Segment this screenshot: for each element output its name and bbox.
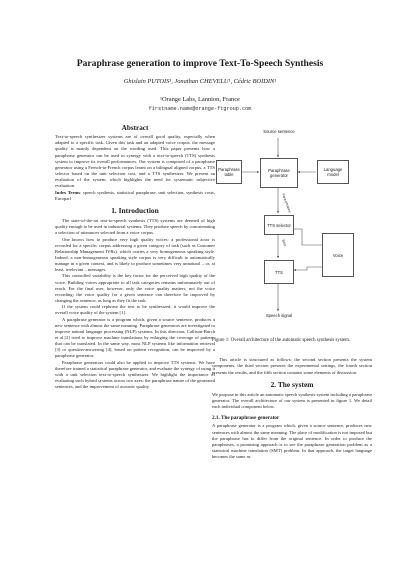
figure-caption: Figure 1: Overall architecture of the automatic speech synthesis system. — [212, 338, 351, 343]
structure-paragraph: This article is structured as follows: the second section presents the system components, the third section presents the experimental settings, the fourth section presents the results, and the fifth section contains some elements of discussion. — [212, 357, 372, 375]
left-column — [55, 125, 215, 390]
subsection21-paragraph: A paraphrase generator is a program which, given a source sentence, produces new sentences with almost the same meaning. The place of modification is not imposed but the paraphrase has to differ from the original sentence. In order to produce the paraphrases, a promising approach is to see the paraphrase generation problem as a statistical machine translation (SMT) problem. In that approach, the target language becomes the same as — [212, 423, 372, 460]
paraphrase-table-box: Paraphrase table — [216, 160, 242, 184]
right-column — [212, 338, 372, 460]
abstract-heading: Abstract — [121, 124, 149, 132]
paper-title: Paraphrase generation to improve Text-To-Speech Synthesis — [76, 58, 324, 69]
language-model-box: Language model — [317, 160, 349, 184]
intro-paragraph: The state-of-the-art text-to-speech synthesis (TTS) systems are deemed of high quality enough to be used in industrial systems. They produce speech by concatenating a selection of utterances selected from a voice corpus. — [55, 218, 215, 236]
tts-box: TTS — [264, 260, 294, 284]
arrow-voice-to-tts — [294, 267, 322, 270]
paraphrase-generator-box: Paraphrase generator — [260, 158, 298, 188]
speech-signal-label: Speech signal — [265, 313, 293, 318]
paper-email: firstname.name@orange-ftgroup.com — [148, 106, 252, 112]
section2-paragraph: We propose in this article an automatic speech synthesis system including a paraphrase generator. The overall architecture of our system is presented in figure 1. We detail each individual component below. — [212, 391, 372, 410]
edge-label-best: Best — [281, 239, 288, 247]
arrow-voice-to-selector — [292, 229, 322, 245]
figure-architecture — [212, 125, 362, 325]
intro-paragraph: If the system could rephrase the text to be synthesized, it would improve the overall voice quality of the system [1]. — [55, 304, 215, 316]
intro-paragraph: One knows how to produce very high quality voices: a professional actor is recorded for a specific corpus addressing a given category of task (such as Customer Relationship Management IVRs), which carries a very homogeneous speaking style. Indeed, a non-homogeneous speaking style corpus is very difficult to automatically manage in a given context, and is likely to produce sometimes very unnatural – or, at least, irrelevant – messages. — [55, 236, 215, 273]
subsection21-heading: 2.1. The paraphrase generator — [212, 415, 280, 422]
abstract-text: Text-to-speech synthesizer systems are of overall good quality, especially when adapted to a specific task. Given this task and an adapted voice corpus, the message quality is mainly dependent on the wording used. This paper presents how a paraphrase generator can be used in synergy with a text-to-speech (TTS) synthesis system to improve its overall performances. Our system is composed of a paraphrase generator using a French-to-French corpus learnt on a bilingual aligned corpus, a TTS selector based on the unit selection cost, and a TTS synthesizer. We present an evaluation of the system, which highlights the need for systematic subjective evaluation. — [55, 134, 215, 189]
paper-affiliation: ¹Orange Labs, Lannion, France — [160, 96, 240, 103]
index-terms-label: Index Terms — [55, 189, 81, 195]
source-sentence-label: Source sentence — [263, 129, 295, 134]
intro-paragraph: A paraphrase generator is a program which, given a source sentence, produces a new sentence with almost the same meaning. Paraphrase generators are investigated to improve natural language processing (NLP) systems. In this direction, Callison-Burch et al.[2] tried to improve machine translations by enlarging the coverage of patterns that can be translated. In the same way, most NLP systems like information retrieval [3] or question-answering [4], based on pattern recognition, can be improved by a paraphrase generator. — [55, 316, 215, 359]
index-terms-text: : speech synthesis, statistical paraphrase, unit selection, synthesis costs, Europarl — [55, 189, 215, 201]
intro-paragraph: This controlled variability is the key factor for the perceived high quality of the voice. Building voices appropriate to all task categories remains unfortunately out of reach. For the final user, however, only the voice quality matters, not the voice recording; the voice quality for a given sentence can therefore be improved by changing the sentence, as long as they fit the task. — [55, 273, 215, 304]
index-terms — [55, 190, 215, 202]
tts-selector-box: TTS selector — [264, 215, 294, 235]
paper-authors: Ghislain PUTOIS¹, Jonathan CHEVELU¹, Cédric BOIDIN¹ — [123, 78, 277, 85]
edge-label-paraphrases: Para-phrases — [281, 193, 292, 213]
intro-heading: 1. Introduction — [111, 205, 159, 215]
section2-heading: 2. The system — [270, 379, 314, 389]
intro-paragraph: Paraphrase generators could also be applied to improve TTS systems. We have therefore trained a statistical paraphrase generator, and evaluate the synergy of using it with a unit selection text-to-speech synthesizer. We highlight the importance of evaluating such hybrid systems across two axes: the paraphrase nature of the generated sentences, and the improvement of acoustic quality. — [55, 359, 215, 390]
voice-box: Voice — [322, 233, 354, 277]
